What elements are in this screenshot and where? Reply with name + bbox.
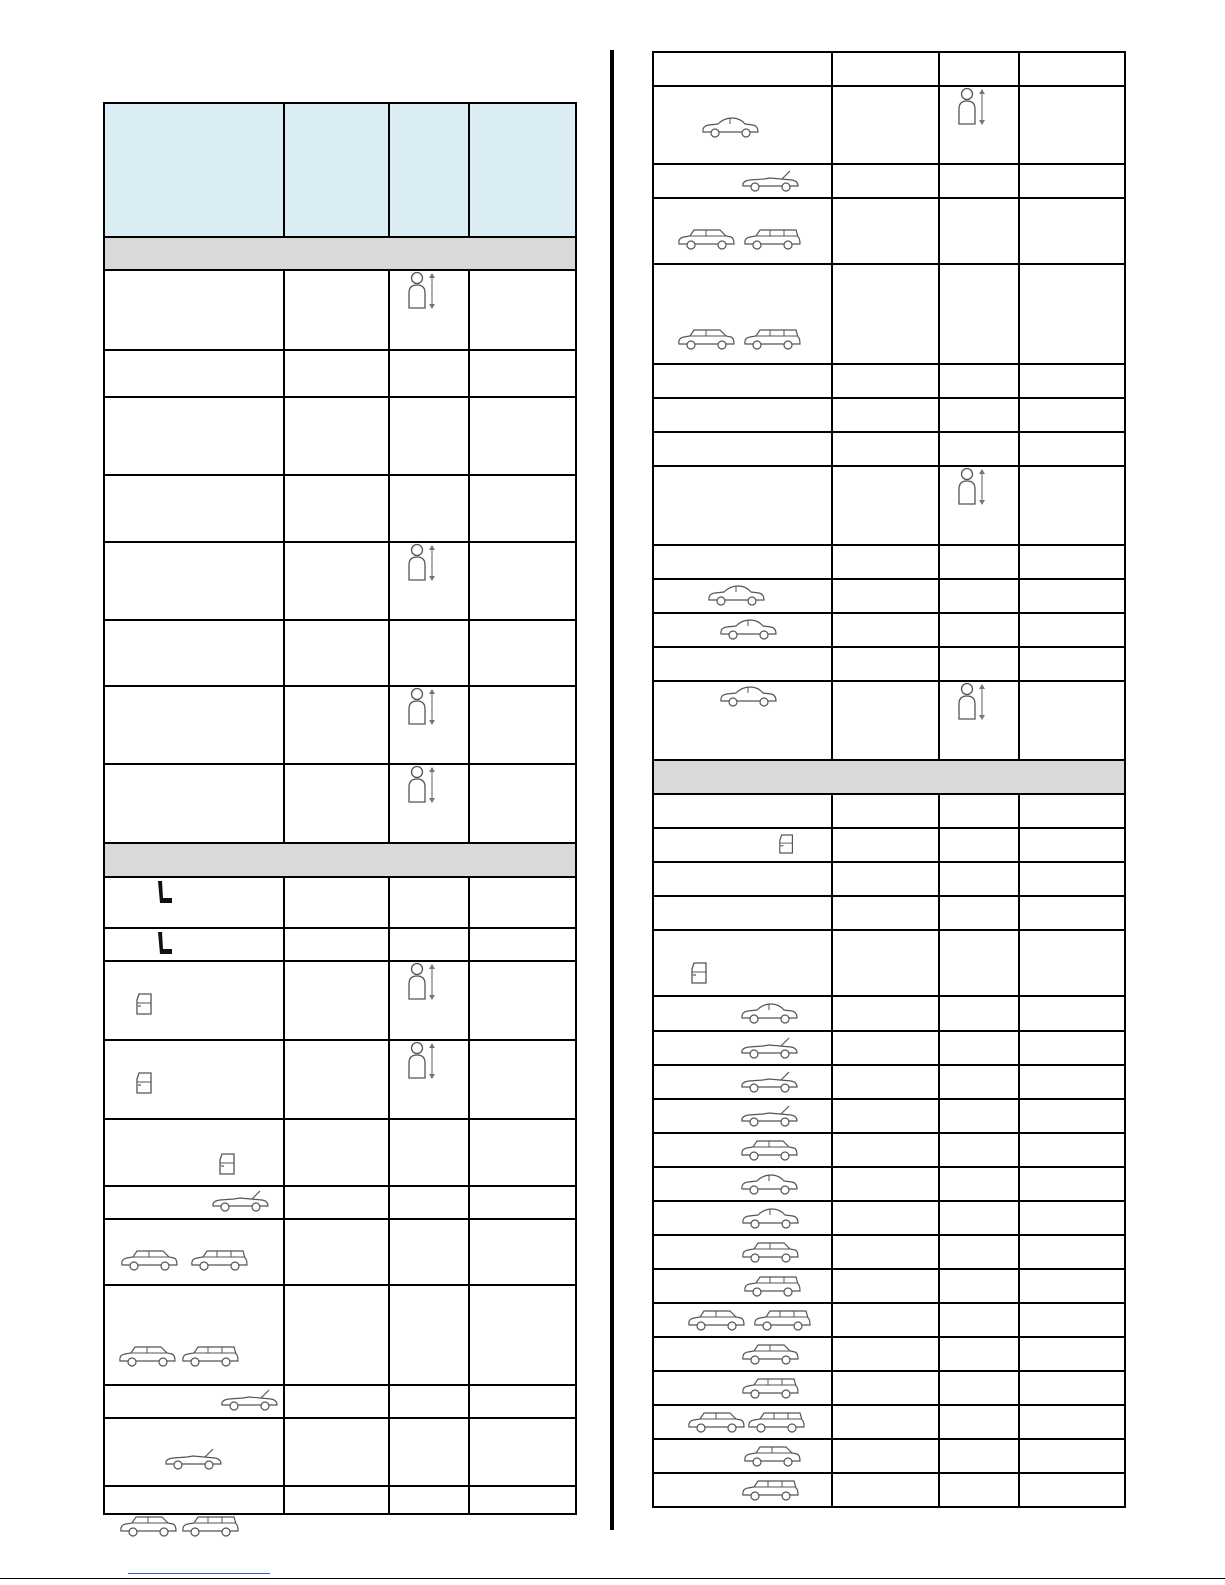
coupe-car-icon	[740, 1206, 800, 1230]
wagon-car-icon	[742, 227, 802, 251]
convertible-car-icon	[163, 1447, 223, 1471]
table-row	[653, 1065, 1125, 1099]
table-row	[104, 270, 576, 350]
hyperlink-underline[interactable]	[128, 1573, 270, 1574]
section-band	[104, 237, 576, 270]
wagon-car-icon	[742, 327, 802, 351]
table-header-row	[104, 103, 576, 237]
table-row	[653, 681, 1125, 760]
seat-icon	[155, 880, 175, 906]
convertible-car-icon	[739, 1036, 799, 1060]
door-icon	[778, 833, 796, 855]
sedan-car-icon	[700, 115, 760, 139]
table-row	[653, 1473, 1125, 1507]
person-height-icon	[956, 87, 988, 127]
hatchback-car-icon	[686, 1308, 746, 1332]
wagon-car-icon	[746, 1410, 806, 1434]
convertible-car-icon	[740, 169, 800, 193]
wagon-car-icon	[740, 1376, 800, 1400]
wagon-car-icon	[742, 1274, 802, 1298]
table-row	[653, 862, 1125, 896]
left-table	[103, 102, 577, 1515]
table-row	[104, 1186, 576, 1219]
table-row	[104, 961, 576, 1040]
table-row	[653, 828, 1125, 862]
seat-icon	[155, 931, 175, 957]
person-height-icon	[956, 682, 988, 722]
person-height-icon	[406, 962, 438, 1002]
sedan-car-icon	[739, 1172, 799, 1196]
table-row	[104, 475, 576, 542]
table-row	[104, 764, 576, 843]
door-icon	[218, 1152, 238, 1176]
table-row	[653, 1031, 1125, 1065]
table-row	[104, 542, 576, 620]
person-height-icon	[406, 543, 438, 583]
table-row	[104, 1285, 576, 1385]
hatchback-car-icon	[117, 1344, 177, 1368]
table-row	[104, 686, 576, 764]
table-row	[104, 1385, 576, 1418]
table-row	[653, 1201, 1125, 1235]
person-height-icon	[406, 271, 438, 311]
wagon-car-icon	[180, 1514, 240, 1538]
sedan-car-icon	[718, 617, 778, 641]
table-row	[653, 398, 1125, 432]
door-icon	[135, 1071, 155, 1095]
convertible-car-icon	[739, 1070, 799, 1094]
page-bottom-rule	[0, 1578, 1225, 1579]
table-row	[653, 647, 1125, 681]
convertible-car-icon	[219, 1388, 279, 1412]
convertible-car-icon	[739, 1104, 799, 1128]
sedan-car-icon	[739, 1001, 799, 1025]
person-height-icon	[956, 467, 988, 507]
table-row	[104, 877, 576, 928]
table-row	[104, 1219, 576, 1285]
table-row	[653, 1099, 1125, 1133]
hatchback-car-icon	[742, 1444, 802, 1468]
table-row	[104, 1418, 576, 1486]
sedan-car-icon	[706, 583, 766, 607]
person-height-icon	[406, 687, 438, 727]
table-row	[653, 930, 1125, 996]
table-row	[104, 1486, 576, 1514]
door-icon	[135, 992, 155, 1016]
table-row	[653, 1133, 1125, 1167]
hatchback-car-icon	[740, 1342, 800, 1366]
door-icon	[690, 961, 710, 985]
hatchback-car-icon	[740, 1240, 800, 1264]
table-row	[653, 1337, 1125, 1371]
right-table	[652, 51, 1126, 1508]
table-row	[653, 1269, 1125, 1303]
table-row	[653, 466, 1125, 545]
table-row	[653, 432, 1125, 466]
column-divider	[610, 50, 614, 1530]
section-band	[104, 843, 576, 877]
table-row	[653, 996, 1125, 1031]
table-row	[104, 350, 576, 397]
table-row	[653, 164, 1125, 198]
table-row	[653, 1303, 1125, 1337]
table-row	[653, 1371, 1125, 1405]
table-row	[104, 620, 576, 686]
hatchback-car-icon	[739, 1138, 799, 1162]
table-row	[653, 1235, 1125, 1269]
table-row	[104, 397, 576, 475]
table-row	[653, 896, 1125, 930]
sedan-car-icon	[718, 684, 778, 708]
table-row	[653, 545, 1125, 579]
table-row	[653, 86, 1125, 164]
table-row	[104, 928, 576, 961]
hatchback-car-icon	[119, 1248, 179, 1272]
table-row	[653, 198, 1125, 264]
table-row	[104, 1119, 576, 1186]
hatchback-car-icon	[676, 327, 736, 351]
person-height-icon	[406, 1041, 438, 1081]
table-row	[653, 52, 1125, 86]
table-row	[653, 264, 1125, 364]
table-row	[653, 794, 1125, 828]
section-band	[653, 760, 1125, 794]
table-row	[653, 1439, 1125, 1473]
wagon-car-icon	[740, 1478, 800, 1502]
convertible-car-icon	[210, 1189, 270, 1213]
table-row	[653, 1405, 1125, 1439]
table-row	[653, 364, 1125, 398]
table-row	[653, 579, 1125, 613]
table-row	[104, 1040, 576, 1119]
person-height-icon	[406, 765, 438, 805]
hatchback-car-icon	[118, 1514, 178, 1538]
table-row	[653, 1167, 1125, 1201]
wagon-car-icon	[180, 1344, 240, 1368]
hatchback-car-icon	[676, 227, 736, 251]
wagon-car-icon	[752, 1308, 812, 1332]
wagon-car-icon	[189, 1248, 249, 1272]
table-row	[653, 613, 1125, 647]
hatchback-car-icon	[686, 1410, 746, 1434]
